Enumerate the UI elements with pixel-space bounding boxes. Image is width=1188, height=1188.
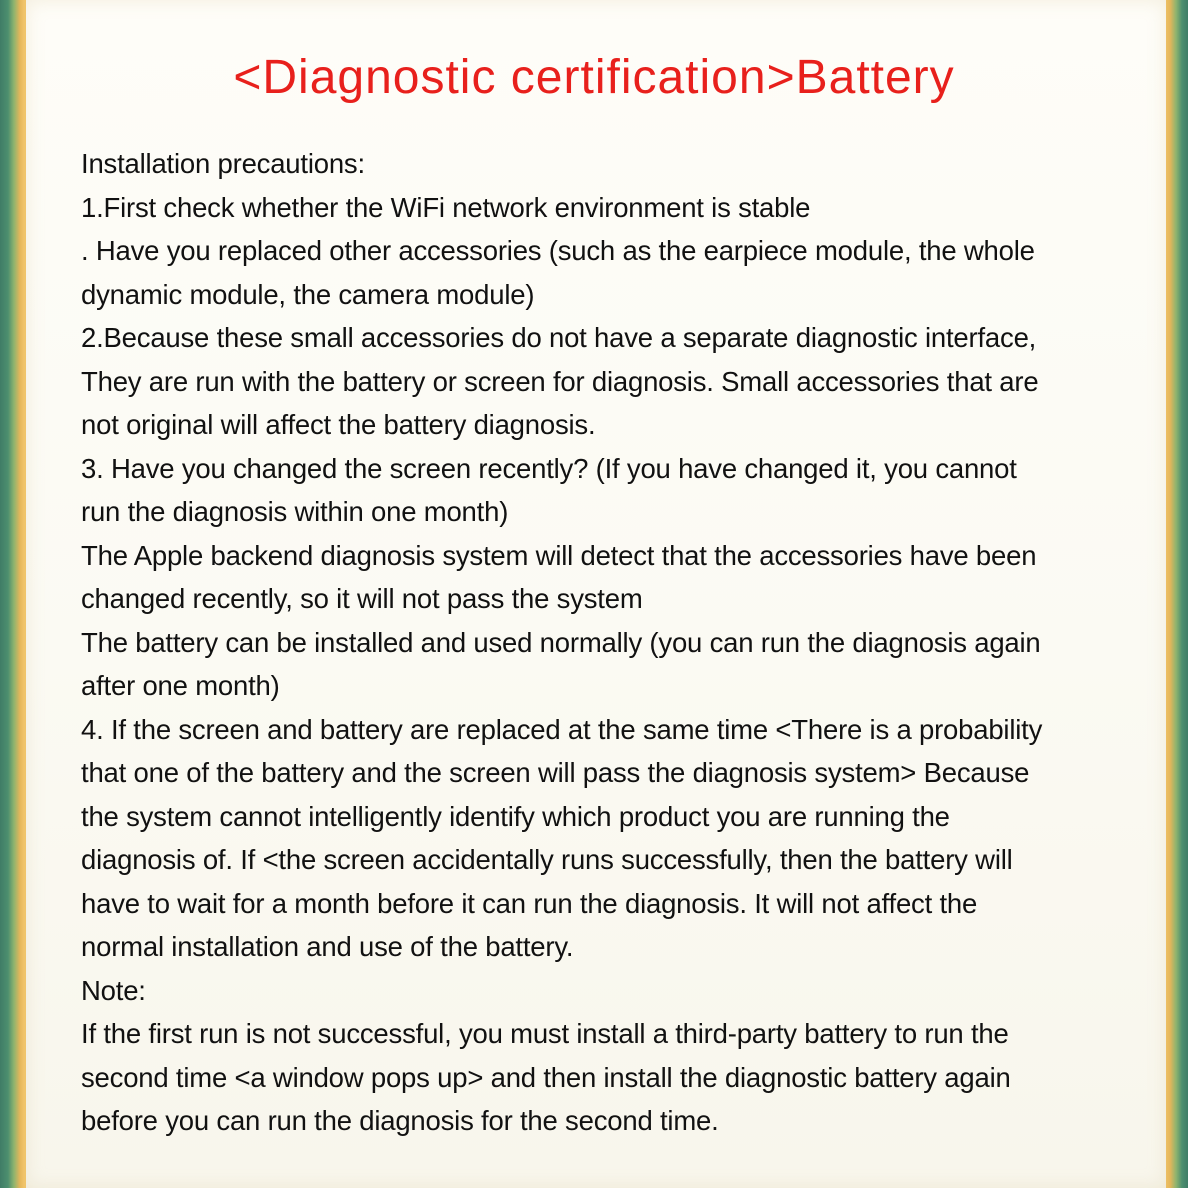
text-line: They are run with the battery or screen for diagnosis. Small accessories that are <box>81 365 1039 397</box>
text-line: that one of the battery and the screen will pass the diagnosis system> Because <box>81 757 1030 788</box>
text-line: normal installation and use of the battery. <box>81 931 574 962</box>
text-line: the system cannot intelligently identify which product you are running the <box>81 800 950 832</box>
document-body <box>81 142 1161 1143</box>
text-line: not original will affect the battery diagnosis. <box>81 409 596 440</box>
document-title: <Diagnostic certification>Battery <box>233 51 955 104</box>
text-line: dynamic module, the camera module) <box>81 278 535 310</box>
text-line: 3. Have you changed the screen recently? (If you have changed it, you cannot <box>81 452 1017 484</box>
text-line: after one month) <box>81 670 280 701</box>
text-line: Installation precautions: <box>81 148 365 179</box>
text-line: have to wait for a month before it can run the diagnosis. It will not affect the <box>81 887 978 919</box>
text-line: The Apple backend diagnosis system will detect that the accessories have been <box>81 539 1037 571</box>
text-line: run the diagnosis within one month) <box>81 496 509 527</box>
text-line: diagnosis of. If <the screen accidentally runs successfully, then the battery will <box>81 844 1013 875</box>
text-line: If the first run is not successful, you must install a third-party battery to run the <box>81 1018 1009 1049</box>
text-line: before you can run the diagnosis for the second time. <box>81 1105 719 1136</box>
text-line: second time <a window pops up> and then install the diagnostic battery again <box>81 1061 1011 1093</box>
text-line: 1.First check whether the WiFi network environment is stable <box>81 191 811 223</box>
text-line: . Have you replaced other accessories (such as the earpiece module, the whole <box>81 235 1035 266</box>
text-line: 2.Because these small accessories do not have a separate diagnostic interface, <box>81 322 1037 353</box>
text-line: The battery can be installed and used normally (you can run the diagnosis again <box>81 626 1041 658</box>
text-line: Note: <box>81 974 146 1006</box>
text-line: 4. If the screen and battery are replaced at the same time <There is a probability <box>81 713 1043 745</box>
text-line: changed recently, so it will not pass the system <box>81 583 643 614</box>
